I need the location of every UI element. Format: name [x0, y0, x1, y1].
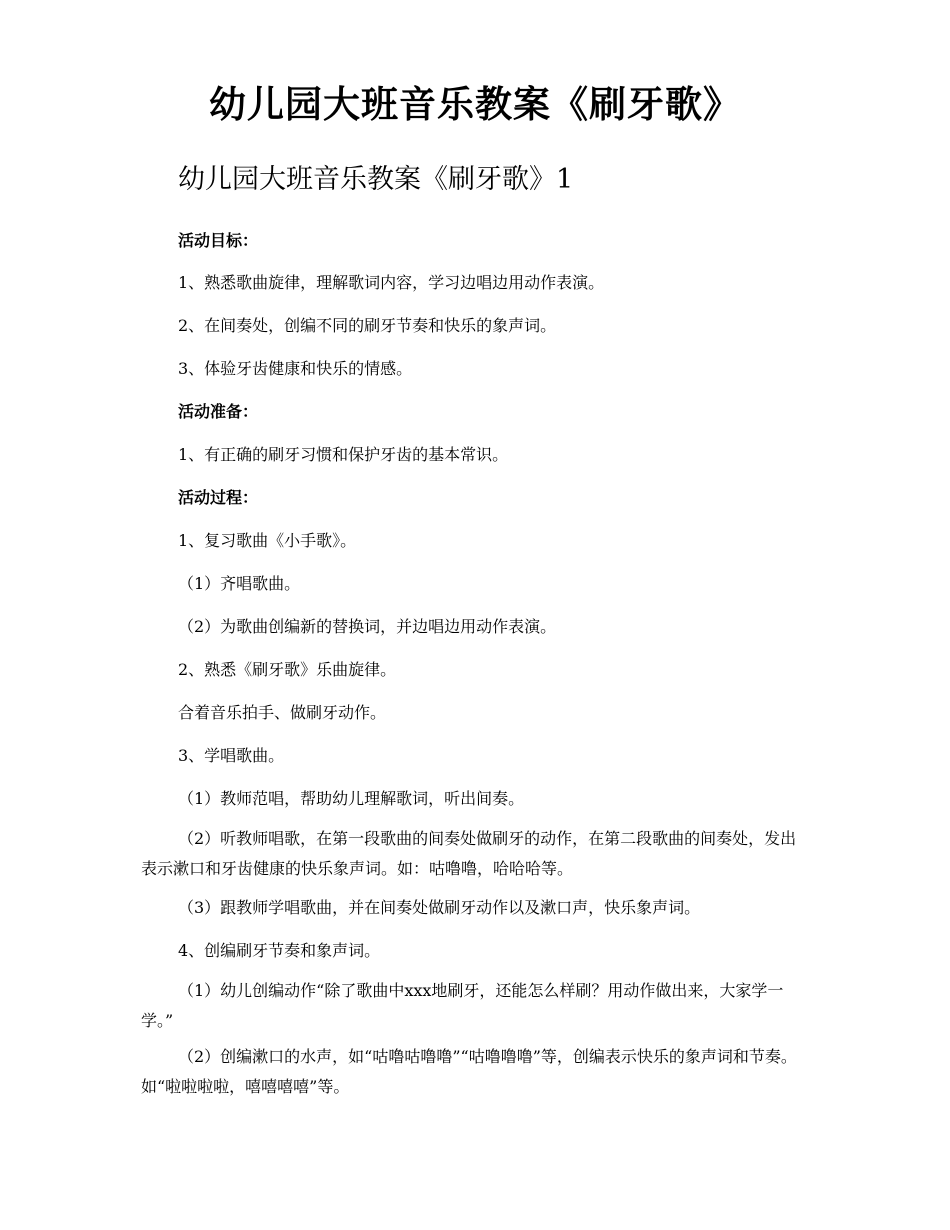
paragraph: 1、有正确的刷牙习惯和保护牙齿的基本常识。: [178, 445, 509, 464]
paragraph: 2、熟悉《刷牙歌》乐曲旋律。: [178, 660, 397, 679]
section-title: 幼儿园大班音乐教案《刷牙歌》1: [178, 164, 574, 195]
paragraph: 4、创编刷牙节奏和象声词。: [178, 941, 381, 960]
paragraph: 1、熟悉歌曲旋律，理解歌词内容，学习边唱边用动作表演。: [178, 273, 605, 292]
heading-activity-goals: 活动目标：: [178, 231, 259, 250]
paragraph: （1）教师范唱，帮助幼儿理解歌词，听出间奏。: [178, 789, 525, 808]
heading-activity-process: 活动过程：: [178, 488, 259, 507]
paragraph: 3、学唱歌曲。: [178, 746, 285, 765]
paragraph: （1）齐唱歌曲。: [178, 574, 301, 593]
paragraph: （2）为歌曲创编新的替换词，并边唱边用动作表演。: [178, 617, 557, 636]
heading-activity-preparation: 活动准备：: [178, 402, 259, 421]
paragraph: （1）幼儿创编动作“除了歌曲中xxx地刷牙，还能怎么样刷？用动作做出来，大家学一学。”: [141, 981, 784, 1030]
paragraph: （3）跟教师学唱歌曲，并在间奏处做刷牙动作以及漱口声，快乐象声词。: [178, 898, 701, 917]
paragraph: （2）听教师唱歌，在第一段歌曲的间奏处做刷牙的动作，在第二段歌曲的间奏处，发出表示漱口和牙齿健康的快乐象声词。如：咕噜噜，哈哈哈等。: [141, 829, 797, 878]
document-title: 幼儿园大班音乐教案《刷牙歌》: [209, 82, 741, 126]
paragraph: 2、在间奏处，创编不同的刷牙节奏和快乐的象声词。: [178, 316, 557, 335]
paragraph: 合着音乐拍手、做刷牙动作。: [178, 703, 387, 722]
paragraph: 3、体验牙齿健康和快乐的情感。: [178, 359, 413, 378]
paragraph: 1、复习歌曲《小手歌》。: [178, 531, 357, 550]
paragraph: （2）创编漱口的水声，如“咕噜咕噜噜”“咕噜噜噜”等，创编表示快乐的象声词和节奏。如“啦啦啦啦，嘻嘻嘻嘻”等。: [141, 1047, 797, 1096]
